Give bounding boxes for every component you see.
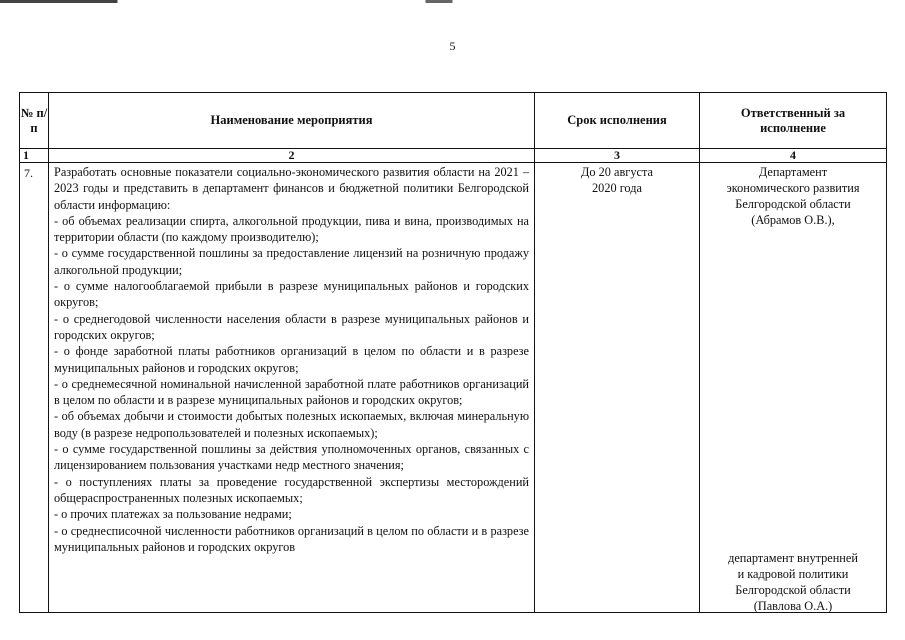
header-num-text: № п/п bbox=[20, 105, 48, 135]
responsible-line: экономического развития bbox=[726, 181, 860, 195]
description-item: - о среднегодовой численности населения области в разрезе муниципальных районов и городских округов; bbox=[54, 311, 529, 342]
table-row bbox=[20, 163, 887, 613]
page-number: 5 bbox=[449, 39, 456, 53]
measures-table bbox=[19, 92, 887, 613]
description-item: - о прочих платежах за пользование недрами; bbox=[54, 507, 292, 522]
responsible-line: (Абрамов О.В.), bbox=[751, 213, 835, 227]
column-number-1: 1 bbox=[20, 149, 49, 163]
term-line: До 20 августа bbox=[581, 165, 653, 179]
responsible-line: Белгородской области bbox=[735, 197, 851, 211]
description-item: - о поступлениях платы за проведение государственной экспертизы месторождений общераспространенных полезных ископаемых; bbox=[54, 474, 529, 505]
responsible-secondary bbox=[700, 550, 886, 614]
header-row bbox=[20, 93, 887, 149]
header-responsible-text: Ответственный за исполнение bbox=[740, 105, 846, 135]
column-number-3: 3 bbox=[535, 149, 700, 163]
description-item: - о сумме налогооблагаемой прибыли в разрезе муниципальных районов и городских округов; bbox=[54, 279, 529, 310]
row-responsible bbox=[700, 163, 887, 613]
header-responsible bbox=[700, 93, 887, 149]
header-num bbox=[20, 93, 49, 149]
column-number-row bbox=[20, 149, 887, 163]
row-description bbox=[49, 163, 535, 613]
row-term bbox=[535, 163, 700, 613]
responsible-line: Департамент bbox=[758, 165, 828, 179]
column-number-4: 4 bbox=[700, 149, 887, 163]
description-item: - о среднемесячной номинальной начисленной заработной плате работников организаций в целом по области и в разрезе муниципальных районов и городских округов; bbox=[54, 376, 529, 408]
responsible-line: департамент внутренней bbox=[728, 551, 858, 565]
scan-top-edge bbox=[0, 0, 905, 3]
description-item: - о среднесписочной численности работников организаций в целом по области и в разрезе муниципальных районов и городских округов bbox=[54, 523, 529, 554]
term-line: 2020 года bbox=[592, 181, 642, 195]
description-item: - о сумме государственной пошлины за действия уполномоченных органов, связанных с лицензированием пользования участками недр местного значения; bbox=[54, 442, 529, 473]
description-item: - о сумме государственной пошлины за предоставление лицензий на розничную продажу алкогольной продукции; bbox=[54, 246, 529, 277]
description-intro: Разработать основные показатели социально-экономического развития области на 2021 – 2023 годы и представить в департамент финансов и бюджетной политики Белгородской области информацию: bbox=[54, 165, 529, 212]
responsible-line: (Павлова О.А.) bbox=[753, 599, 833, 613]
description-item: - об объемах добычи и стоимости добытых полезных ископаемых, включая минеральную воду (в разрезе недропользователей и полезных ископаемых); bbox=[54, 409, 529, 440]
column-number-2: 2 bbox=[49, 149, 535, 163]
description-item: - о фонде заработной платы работников организаций в целом по области и в разрезе муниципальных районов и городских округов; bbox=[54, 344, 529, 375]
responsible-line: и кадровой политики bbox=[737, 567, 849, 581]
responsible-primary bbox=[700, 164, 886, 228]
responsible-line: Белгородской области bbox=[735, 583, 851, 597]
header-name: Наименование мероприятия bbox=[49, 93, 535, 149]
row-number: 7. bbox=[20, 163, 49, 613]
description-item: - об объемах реализации спирта, алкогольной продукции, пива и вина, производимых на территории области (по каждому производителю); bbox=[54, 213, 529, 245]
header-term: Срок исполнения bbox=[535, 93, 700, 149]
